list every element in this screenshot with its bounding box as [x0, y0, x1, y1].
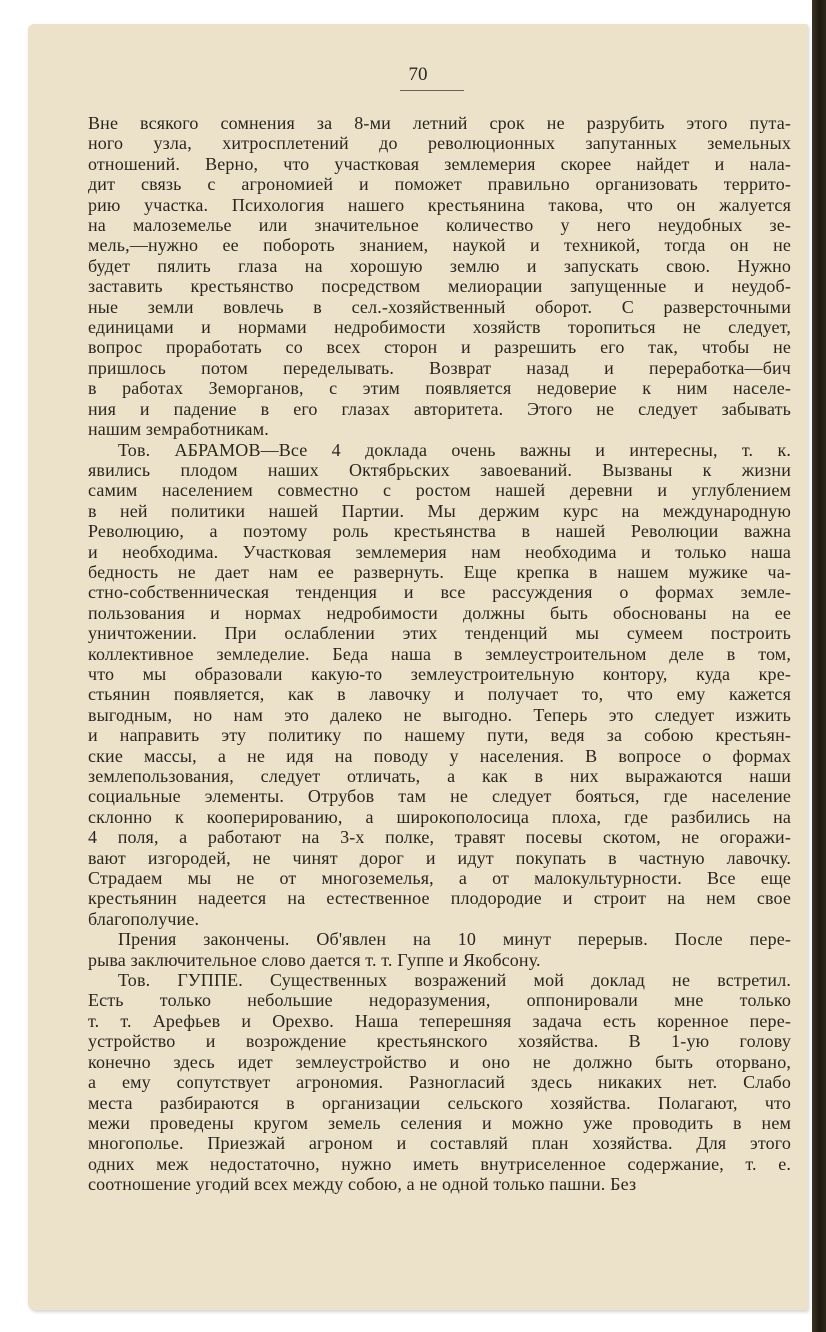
text-line: устройство и возрождение крестьянского хозяйства. В 1-ую голову	[88, 1031, 791, 1052]
text-line: Тов. ГУППЕ. Существенных возражений мой доклад не встретил.	[118, 970, 791, 991]
text-line: пришлось потом переделывать. Возврат назад и переработка—бич	[88, 357, 791, 378]
text-line: мель,—нужно ее побороть знанием, наукой и техникой, тогда он не	[88, 235, 791, 256]
text-line: вают изгородей, не чинят дорог и идут покупать в частную лавочку.	[88, 847, 791, 868]
body-text	[88, 113, 791, 1195]
text-line: места разбираются в организации сельского хозяйства. Полагают, что	[88, 1092, 791, 1113]
page-edge	[812, 0, 826, 1332]
text-line: рию участка. Психология нашего крестьянина такова, что он жалуется	[88, 194, 791, 215]
text-line: одних меж недостаточно, нужно иметь внутриселенное содержание, т. е.	[88, 1153, 791, 1174]
text-line: Страдаем мы не от многоземелья, а от малокультурности. Все еще	[88, 868, 791, 889]
text-line: 4 поля, а работают на 3-х полке, травят посевы скотом, не огоражи-	[88, 827, 791, 848]
text-line: будет пялить глаза на хорошую землю и запускать свою. Нужно	[88, 255, 791, 276]
text-line: пользования и нормах недробимости должны быть обоснованы на ее	[88, 602, 791, 623]
text-line: дит связь с агрономией и поможет правильно организовать террито-	[88, 174, 791, 195]
text-line: отношений. Верно, что участковая землемерия скорее найдет и нала-	[88, 153, 791, 174]
text-line: коллективное земледелие. Беда наша в землеустроительном деле в том,	[88, 643, 791, 664]
text-line: конечно здесь идет землеустройство и оно не должно быть оторвано,	[88, 1051, 791, 1072]
text-line: в ней политики нашей Партии. Мы держим курс на международную	[88, 500, 791, 521]
text-line: уничтожении. При ослаблении этих тенденций мы сумеем построить	[88, 623, 791, 644]
text-line: стно-собственническая тенденция и все рассуждения о формах земле-	[88, 582, 791, 603]
text-line: заставить крестьянство посредством мелиорации запущенные и неудоб-	[88, 276, 791, 297]
text-line: ния и падение в его глазах авторитета. Этого не следует забывать	[88, 398, 791, 419]
text-line: единицами и нормами недробимости хозяйств торопиться не следует,	[88, 317, 791, 338]
text-line: многополье. Приезжай агроном и составляй план хозяйства. Для этого	[88, 1133, 791, 1154]
paragraph	[88, 113, 791, 440]
text-line: землепользования, следует отличать, а как в них выражаются наши	[88, 766, 791, 786]
text-line: соотношение угодий всех между собою, а не одной только пашни. Без	[88, 1174, 637, 1195]
text-line: крестьянин надеется на естественное плодородие и строит на нем свое	[88, 888, 791, 909]
text-line: межи проведены кругом земель селения и можно уже проводить в нем	[88, 1112, 791, 1133]
text-line: Революцию, а поэтому роль крестьянства в нашей Революции важна	[88, 521, 791, 542]
text-line: ские массы, а не идя на поводу у населения. В вопросе о формах	[88, 745, 791, 766]
text-line: явились плодом наших Октябрьских завоеваний. Вызваны к жизни	[88, 459, 791, 480]
text-line: благополучие.	[88, 908, 200, 929]
text-line: вопрос проработать со всех сторон и разрешить его так, чтобы не	[88, 337, 791, 358]
page-number-rule	[400, 90, 464, 91]
text-line: и направить эту политику по нашему пути, ведя за собою крестьян-	[88, 725, 791, 746]
page-number: 70	[408, 64, 428, 85]
text-line: что мы образовали какую-то землеустроительную контору, куда кре-	[88, 663, 791, 684]
text-line: в работах Земорганов, с этим появляется недоверие к ним населе-	[88, 378, 791, 399]
text-line: рыва заключительное слово дается т. т. Гуппе и Якобсону.	[88, 949, 541, 970]
book-page	[28, 24, 808, 1310]
text-line: т. т. Арефьев и Орехво. Наша теперешняя задача есть коренное пере-	[88, 1010, 791, 1031]
text-line: а ему сопутствует агрономия. Разногласий здесь никаких нет. Слабо	[88, 1072, 791, 1093]
text-line: Есть только небольшие недоразумения, оппонировали мне только	[88, 990, 791, 1011]
text-line: нашим земработникам.	[88, 419, 269, 440]
paragraph	[88, 970, 791, 1194]
text-line: на малоземелье или значительное количество у него неудобных зе-	[88, 215, 791, 236]
text-line: Вне всякого сомнения за 8-ми летний срок не разрубить этого пута-	[88, 113, 791, 133]
text-line: социальные элементы. Отрубов там не следует бояться, где население	[88, 786, 791, 807]
text-line: склонно к кооперированию, а широкополосица плоха, где разбились на	[88, 806, 791, 827]
text-line: ного узла, хитросплетений до революционных запутанных земельных	[88, 133, 791, 154]
text-line: Прения закончены. Об'явлен на 10 минут перерыв. После пере-	[118, 929, 791, 950]
paragraph	[88, 929, 791, 970]
text-line: и необходима. Участковая землемерия нам необходима и только наша	[88, 541, 791, 562]
paragraph	[88, 440, 791, 930]
text-line: бедность не дает нам ее развернуть. Еще крепка в нашем мужике ча-	[88, 561, 791, 582]
text-line: самим населением совместно с ростом нашей деревни и углублением	[88, 480, 791, 501]
text-line: стьянин появляется, как в лавочку и получает то, что ему кажется	[88, 684, 791, 705]
text-line: ные земли вовлечь в сел.-хозяйственный оборот. С разверсточными	[88, 296, 791, 317]
text-line: Тов. АБРАМОВ—Все 4 доклада очень важны и интересны, т. к.	[118, 439, 791, 460]
text-line: выгодным, но нам это далеко не выгодно. Теперь это следует изжить	[88, 704, 791, 725]
